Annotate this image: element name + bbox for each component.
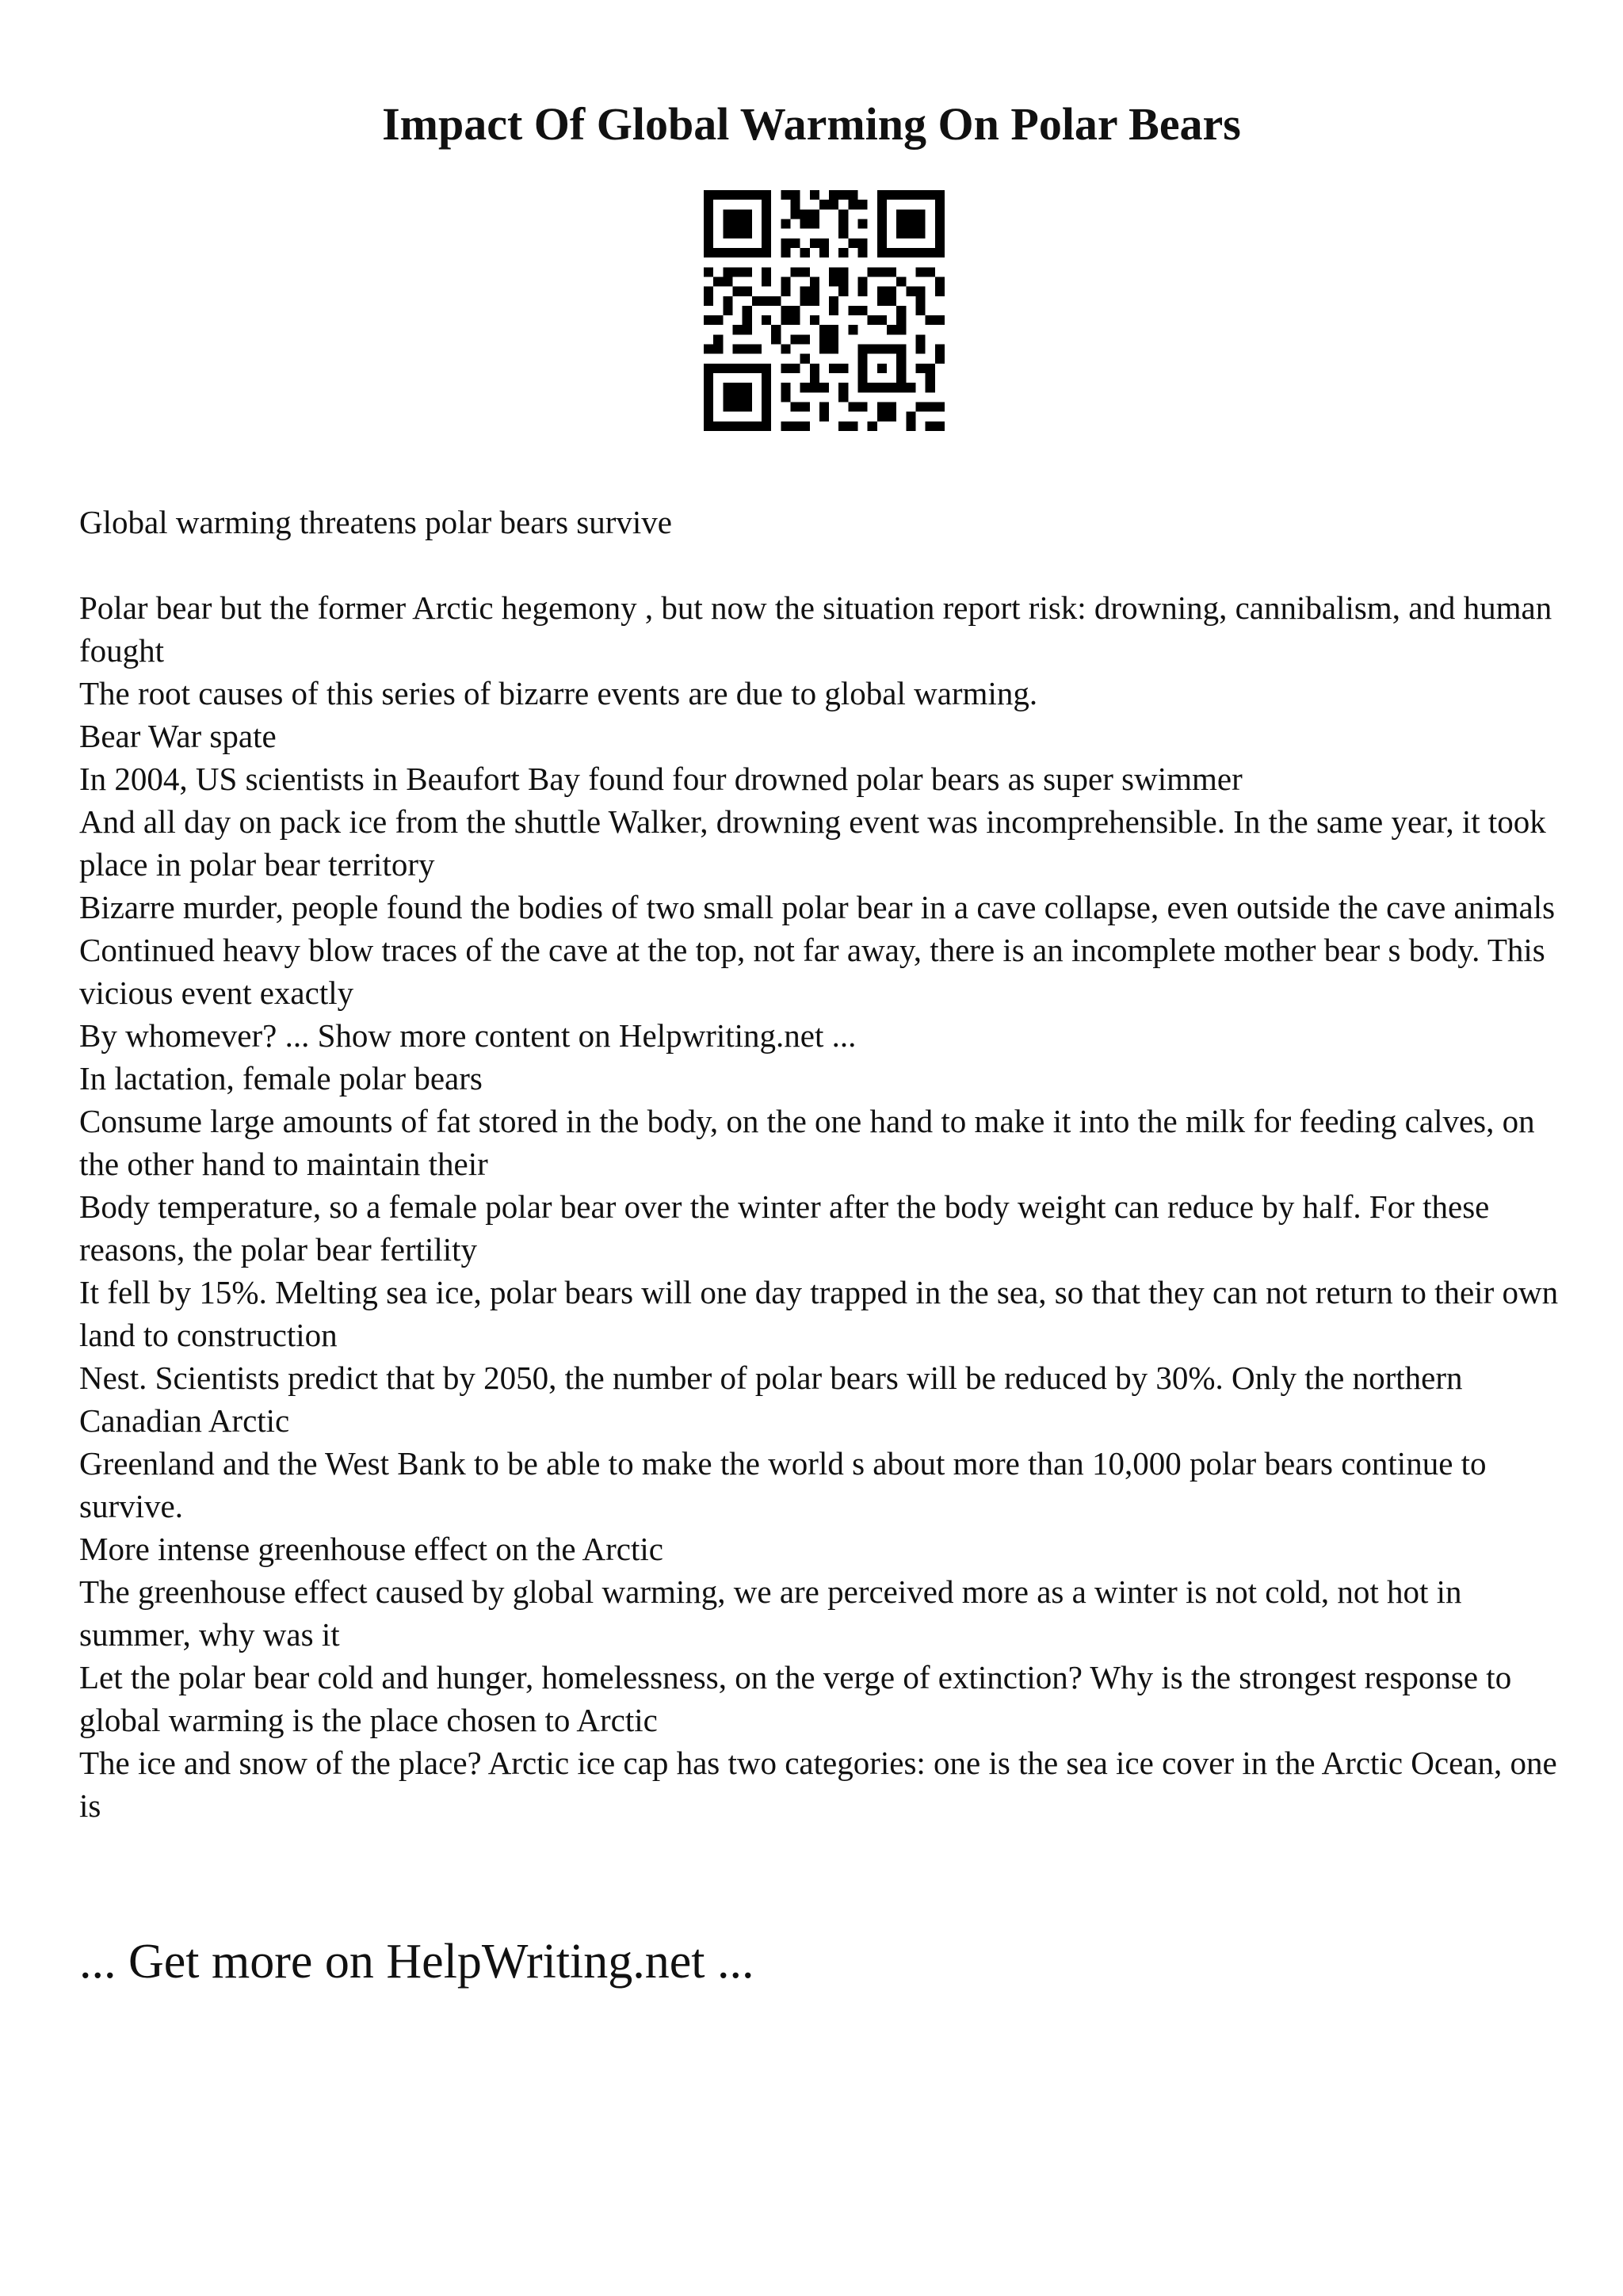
document-body xyxy=(79,501,1569,1827)
paragraph: Greenland and the West Bank to be able to make the world s about more than 10,000 polar bears continue to survive. xyxy=(79,1445,1487,1524)
paragraph: It fell by 15%. Melting sea ice, polar bears will one day trapped in the sea, so that they can not return to their own land to construction xyxy=(79,1274,1559,1353)
get-more-link[interactable]: ... Get more on HelpWriting.net ... xyxy=(79,1935,754,1989)
paragraph: Polar bear but the former Arctic hegemony , but now the situation report risk: drowning, cannibalism, and human fought xyxy=(79,589,1552,669)
paragraph: Consume large amounts of fat stored in the body, on the one hand to make it into the milk for feeding calves, on the other hand to maintain their xyxy=(79,1103,1535,1182)
document-subtitle: Global warming threatens polar bears survive xyxy=(79,504,673,540)
paragraph: Continued heavy blow traces of the cave at the top, not far away, there is an incomplete mother bear s body. This vicious event exactly xyxy=(79,932,1545,1011)
paragraph: Bizarre murder, people found the bodies of two small polar bear in a cave collapse, even outside the cave animals xyxy=(79,889,1556,925)
paragraph: Nest. Scientists predict that by 2050, the number of polar bears will be reduced by 30%. Only the northern Canadian Arctic xyxy=(79,1360,1463,1439)
paragraph: Bear War spate xyxy=(79,718,277,754)
paragraph: The ice and snow of the place? Arctic ice cap has two categories: one is the sea ice cover in the Arctic Ocean, one is xyxy=(79,1745,1557,1824)
paragraph: And all day on pack ice from the shuttle Walker, drowning event was incomprehensible. In the same year, it took place in polar bear territory xyxy=(79,803,1546,883)
paragraph: In lactation, female polar bears xyxy=(79,1060,483,1097)
paragraph: The root causes of this series of bizarre events are due to global warming. xyxy=(79,675,1038,711)
paragraph: By whomever? ... Show more content on Helpwriting.net ... xyxy=(79,1017,857,1054)
paragraph: The greenhouse effect caused by global warming, we are perceived more as a winter is not cold, not hot in summer, why was it xyxy=(79,1573,1462,1653)
paragraph: In 2004, US scientists in Beaufort Bay found four drowned polar bears as super swimmer xyxy=(79,761,1243,797)
document-title: Impact Of Global Warming On Polar Bears xyxy=(382,98,1241,150)
qr-code-icon xyxy=(704,190,945,431)
paragraph: Let the polar bear cold and hunger, homelessness, on the verge of extinction? Why is the strongest response to global warming is the place chosen to Arctic xyxy=(79,1659,1512,1738)
paragraph: More intense greenhouse effect on the Arctic xyxy=(79,1531,663,1567)
paragraph: Body temperature, so a female polar bear over the winter after the body weight can reduce by half. For these reasons, the polar bear fertility xyxy=(79,1188,1490,1268)
